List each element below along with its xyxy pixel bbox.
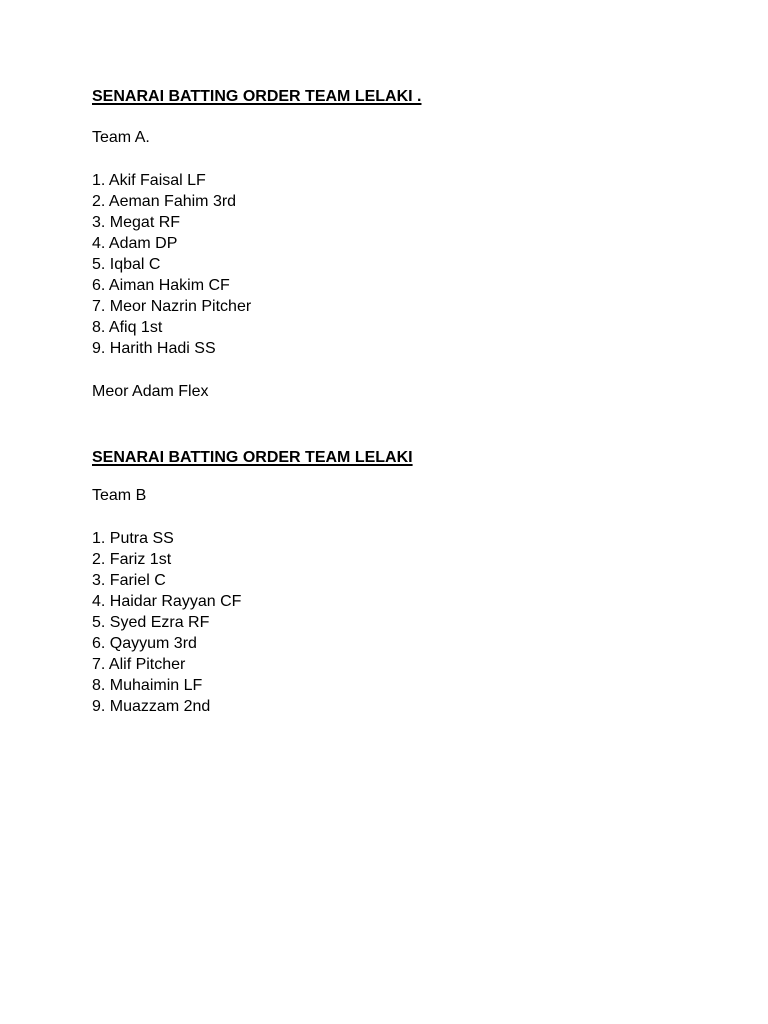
list-item: 2. Aeman Fahim 3rd (92, 193, 237, 210)
list-item: 4. Adam DP (92, 235, 178, 252)
list-item: 3. Fariel C (92, 572, 166, 589)
list-item: 1. Akif Faisal LF (92, 172, 206, 189)
list-item: 6. Qayyum 3rd (92, 635, 197, 652)
list-item: 7. Meor Nazrin Pitcher (92, 298, 252, 315)
team-a-flex-player: Meor Adam Flex (92, 383, 209, 400)
team-b-heading-block (92, 447, 692, 468)
team-a-heading: SENARAI BATTING ORDER TEAM LELAKI . (92, 88, 422, 105)
list-item: 5. Iqbal C (92, 256, 161, 273)
team-b-label: Team B (92, 487, 147, 504)
team-a-batting-list (92, 170, 692, 359)
list-item: 7. Alif Pitcher (92, 656, 186, 673)
list-item: 3. Megat RF (92, 214, 181, 231)
list-item: 5. Syed Ezra RF (92, 614, 210, 631)
team-a-label: Team A. (92, 129, 150, 146)
team-a-flex-block (92, 381, 692, 402)
list-item: 4. Haidar Rayyan CF (92, 593, 242, 610)
team-b-heading: SENARAI BATTING ORDER TEAM LELAKI (92, 449, 413, 466)
list-item: 8. Afiq 1st (92, 319, 163, 336)
team-a-heading-block (92, 86, 692, 107)
list-item: 1. Putra SS (92, 530, 174, 547)
list-item: 8. Muhaimin LF (92, 677, 203, 694)
list-item: 2. Fariz 1st (92, 551, 172, 568)
list-item: 6. Aiman Hakim CF (92, 277, 230, 294)
team-b-batting-list (92, 528, 692, 717)
team-a-list-block (92, 170, 692, 359)
list-item: 9. Harith Hadi SS (92, 340, 216, 357)
team-a-label-block (92, 127, 692, 148)
list-item: 9. Muazzam 2nd (92, 698, 211, 715)
team-b-label-block (92, 485, 692, 506)
team-b-list-block (92, 528, 692, 717)
